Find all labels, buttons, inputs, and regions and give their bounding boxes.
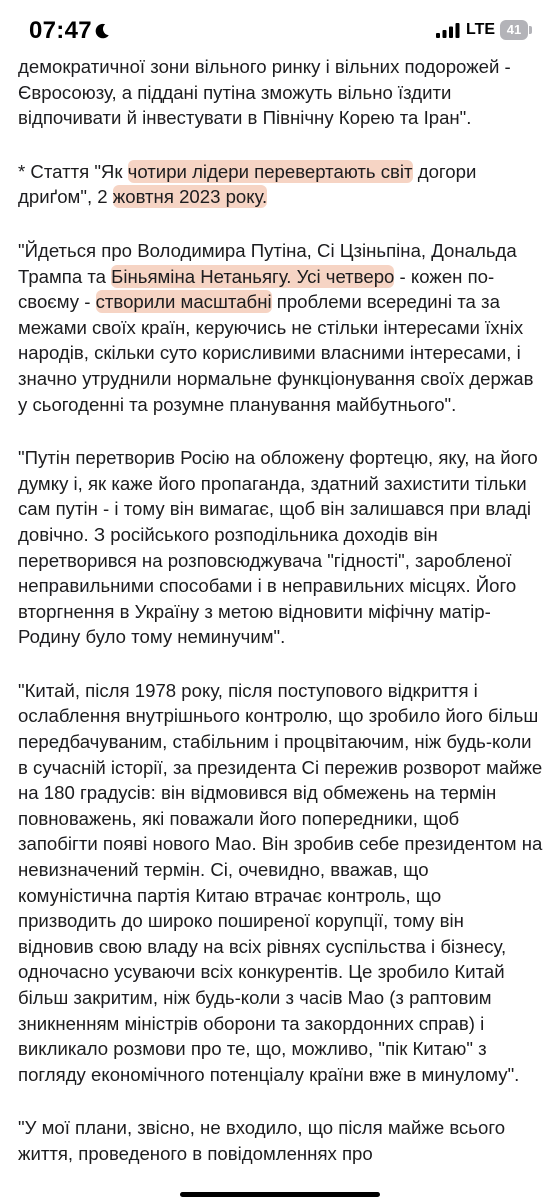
home-indicator[interactable] xyxy=(180,1192,380,1197)
signal-icon xyxy=(436,22,460,38)
paragraph-last: "У мої плани, звісно, не входило, що після майже всього життя, проведеного в повідомленнях про xyxy=(18,1117,506,1164)
source-text: * Стаття "Як xyxy=(18,160,128,182)
paragraph-putin: "Путін перетворив Росію на обложену фортецю, яку, на його думку і, як каже його пропаганда, здатний захистити тільки сам путін - і тому він вимагає, щоб він залишався при владі довічно. З російського розподільника доходів він перетворився на розповсюджувача "гідності", заробленої неправильними способами і в неправильних місцях. Його вторгнення в Україну з метою відновити міфічну матір-Родину було тому неминучим". xyxy=(18,447,538,648)
battery-level: 41 xyxy=(500,20,528,40)
article-body xyxy=(18,54,544,1195)
leaders-text-end: проблеми всередині та за межами своїх країн, керуючись не стільки інтересами їхніх народів, скільки суто корисливими власними інтересами, і значно утруднили нормальне функціонування своїх держав у сьогоденні та розумне планування майбутнього". xyxy=(18,291,534,415)
paragraph-china: "Китай, після 1978 року, після поступового відкриття і ослаблення внутрішнього контролю, що зробило його більш передбачуваним, стабільним і процвітаючим, ніж будь-коли в сучасній історії, за президента Сі пережив розворот майже на 180 градусів: він відмовився від обмежень на термін повноважень, які поважали його попередники, щоб запобігти появі нового Мао. Він зробив себе президентом на невизначений термін. Сі, очевидно, вважав, що комуністична партія Китаю втрачає контроль, що призводить до широко поширеної корупції, тому він відновив свою владу на всіх рівнях суспільства і бізнесу, одночасно усуваючи всіх конкурентів. Це зробило Китай більш закритим, ніж будь-коли з часів Мао (з раптовим зникненням міністрів оборони та закордонних справ) і викликало розмови про те, що, можливо, "пік Китаю" з погляду економічного потенціалу країни вже в минулому". xyxy=(18,679,543,1085)
leaders-text-mid: - кожен по-своєму - xyxy=(18,265,495,313)
paragraph-1: демократичної зони вільного ринку і вільних подорожей - Євросоюзу, а піддані путіна зможуть вільно їздити відпочивати й інвестувати в Північну Корею та Іран". xyxy=(18,56,511,129)
source-text-mid: догори дриґом", 2 xyxy=(18,160,477,208)
status-bar xyxy=(0,0,554,62)
leaders-text: "Йдеться про Володимира Путіна, Сі Цзіньпіна, Дональда Трампа та xyxy=(18,239,517,287)
highlight-4[interactable]: створили масштабні xyxy=(95,291,272,313)
paragraph-source xyxy=(18,159,544,210)
highlight-3[interactable]: Біньяміна Нетаньягу. Усі четверо xyxy=(111,265,395,287)
status-time: 07:47 xyxy=(29,17,92,44)
network-label: LTE xyxy=(466,21,496,38)
battery-icon xyxy=(500,20,532,40)
moon-icon xyxy=(93,22,111,40)
highlight-1[interactable]: чотири лідери перевертають світ xyxy=(127,160,413,182)
highlight-2[interactable]: жовтня 2023 року. xyxy=(112,186,268,208)
paragraph-leaders xyxy=(18,238,544,417)
